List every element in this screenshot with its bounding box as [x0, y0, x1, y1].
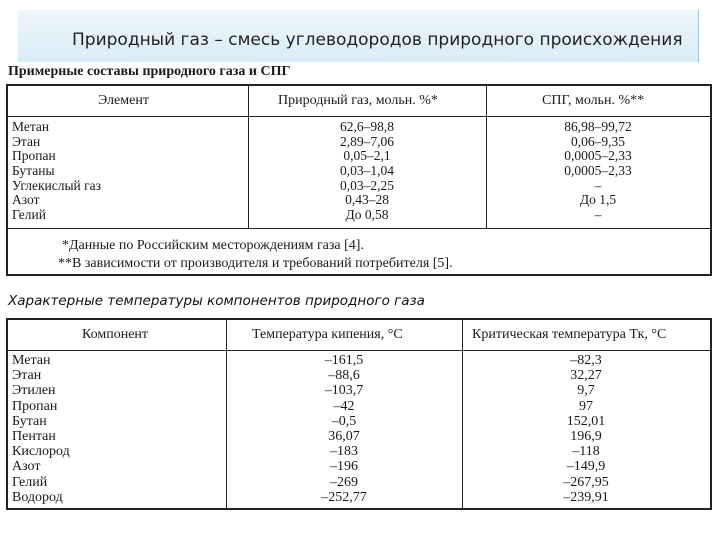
slide-title-bar	[18, 10, 699, 62]
table1-cell: 0,03–2,25	[340, 177, 394, 193]
table1-names-column	[12, 120, 101, 223]
table2-cell: Азот	[12, 459, 41, 475]
table2-cell: –252,77	[321, 489, 367, 505]
table1-cell: 0,05–2,1	[343, 148, 391, 164]
table2-cell: –88,6	[328, 368, 360, 384]
table2-boiling-column	[226, 353, 462, 505]
table1-cell: 0,03–1,04	[340, 163, 394, 179]
table2-cell: Бутан	[12, 413, 47, 429]
table2-cell: 97	[579, 398, 593, 414]
table1-natural-gas-column	[248, 120, 486, 223]
table2-cell: –161,5	[324, 353, 364, 368]
table1-cell: До 0,58	[345, 207, 389, 223]
table2-cell: –183	[330, 444, 358, 460]
temperatures-table	[6, 318, 712, 510]
table2-cell: –118	[572, 444, 600, 460]
table1-header-lng: СПГ, мольн. %**	[542, 93, 645, 108]
table2-cell: 36,07	[328, 428, 360, 444]
table2-names-column	[12, 353, 70, 505]
table2-cell: 152,01	[566, 413, 606, 429]
table2-cell: 9,7	[577, 383, 595, 399]
table2-cell: 196,9	[570, 428, 602, 444]
table1-lng-column	[486, 120, 710, 223]
table2-cell: Пропан	[12, 398, 58, 414]
table1-cell: 0,0005–2,33	[564, 163, 632, 179]
table2-cell: –0,5	[331, 413, 357, 429]
table1-header-divider	[8, 116, 710, 117]
table1-header-natural-gas: Природный газ, мольн. %*	[278, 93, 438, 108]
table1-cell: До 1,5	[579, 192, 617, 208]
table2-cell: Метан	[12, 353, 51, 368]
table2-cell: 32,27	[570, 368, 602, 384]
table1-caption: Примерные составы природного газа и СПГ	[8, 64, 291, 79]
table2-header-divider	[8, 350, 710, 351]
table1-cell: Гелий	[12, 207, 46, 223]
table1-cell: 62,6–98,8	[340, 119, 394, 134]
table1-cell: 0,06–9,35	[571, 133, 625, 149]
table2-header-boiling: Температура кипения, °С	[252, 327, 403, 342]
table2-cell: –239,91	[563, 489, 609, 505]
table1-cell: 2,89–7,06	[340, 133, 394, 149]
table1-header-element: Элемент	[98, 93, 149, 108]
table1-cell: Бутаны	[12, 163, 55, 179]
table2-critical-column	[462, 353, 710, 505]
table1-cell: 86,98–99,72	[564, 119, 632, 134]
table2-cell: Этан	[12, 368, 42, 384]
table1-footnote-divider	[8, 228, 710, 229]
table2-header-component: Компонент	[82, 327, 149, 342]
table1-cell: –	[594, 177, 602, 193]
table2-cell: –82,3	[570, 353, 602, 368]
table2-cell: Пентан	[12, 428, 56, 444]
table1-cell: Пропан	[12, 148, 56, 164]
composition-table	[6, 84, 712, 276]
table1-cell: Этан	[12, 133, 41, 149]
table2-cell: –103,7	[324, 383, 364, 399]
table1-cell: Углекислый газ	[12, 177, 101, 193]
table1-cell: 0,43–28	[345, 192, 389, 208]
table2-cell: Кислород	[12, 444, 70, 460]
table2-cell: Гелий	[12, 474, 48, 490]
table1-cell: Метан	[12, 119, 50, 134]
table2-cell: Водород	[12, 489, 63, 505]
table2-header-critical: Критическая температура Тк, °С	[472, 327, 667, 342]
table2-cell: –42	[333, 398, 355, 414]
table2-cell: –196	[330, 459, 358, 475]
table2-cell: Этилен	[12, 383, 56, 399]
table1-cell: 0,0005–2,33	[564, 148, 632, 164]
table1-footnote-1: *Данные по Российским месторождениям газа [4].	[62, 238, 364, 253]
table1-footnote-2: **В зависимости от производителя и требований потребителя [5].	[58, 256, 453, 271]
table2-cell: –269	[330, 474, 358, 490]
table2-cell: –267,95	[563, 474, 609, 490]
table1-cell: Азот	[12, 192, 40, 208]
section2-title: Характерные температуры компонентов природного газа	[8, 293, 425, 309]
slide-title: Природный газ – смесь углеводородов природного происхождения	[72, 30, 683, 50]
table1-cell: –	[594, 207, 602, 223]
table2-cell: –149,9	[566, 459, 606, 475]
